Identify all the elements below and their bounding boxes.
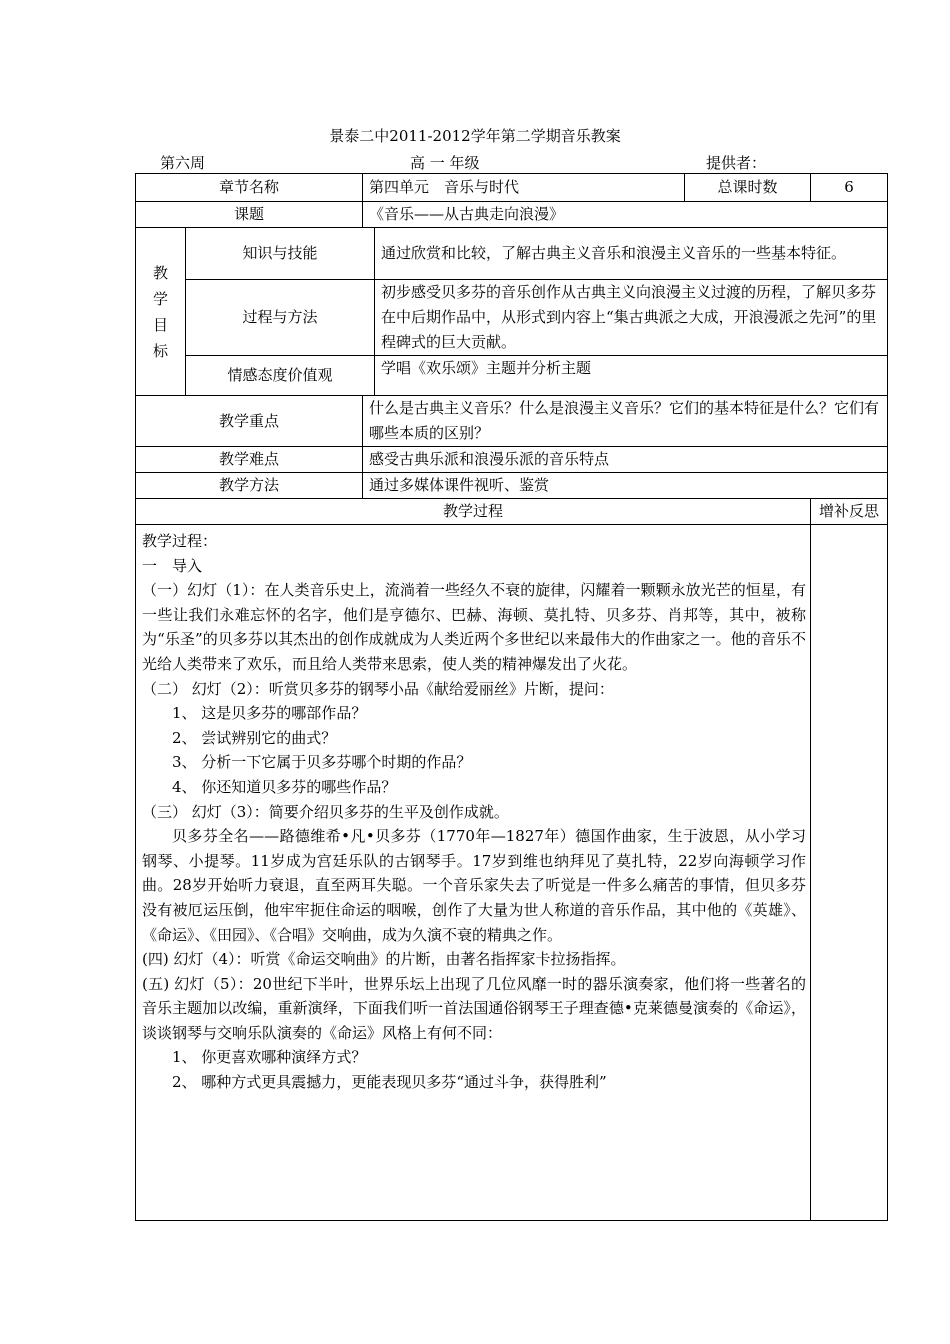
document-title: 景泰二中2011-2012学年第二学期音乐教案 bbox=[329, 127, 621, 145]
goals-char-3: 目 bbox=[152, 315, 168, 334]
slide-1-text: （一）幻灯（1）：在人类音乐史上，流淌着一些经久不衰的旋律，闪耀着一颗颗永放光芒的恒星，有一些让我们永难忘怀的名字，他们是亨德尔、巴赫、海顿、莫扎特、贝多芬、肖邦等，其中，被称为“乐圣”的贝多芬以其杰出的创作成就成为人类近两个多世纪以来最伟大的作曲家之一。他的音乐不光给人类带来了欢乐，而且给人类带来思索，使人类的精神爆发出了火花。 bbox=[142, 581, 806, 673]
process-heading: 教学过程： bbox=[142, 532, 218, 550]
emotion-label: 情感态度价值观 bbox=[186, 356, 375, 396]
goals-char-2: 学 bbox=[152, 289, 168, 308]
provider-label: 提供者： bbox=[706, 154, 767, 172]
discussion-2: 2、 哪种方式更具震撼力，更能表现贝多芬“通过斗争，获得胜利” bbox=[172, 1073, 607, 1092]
question-1: 1、 这是贝多芬的哪部作品？ bbox=[172, 704, 367, 723]
hours-value: 6 bbox=[811, 174, 888, 202]
topic-value: 《音乐——从古典走向浪漫》 bbox=[363, 202, 888, 228]
difficulty-value: 感受古典乐派和浪漫乐派的音乐特点 bbox=[363, 447, 888, 473]
process-goal-value: 初步感受贝多芬的音乐创作从古典主义向浪漫主义过渡的历程，了解贝多芬在中后期作品中，从形式到内容上“集古典派之大成，开浪漫派之先河”的里程碑式的巨大贡献。 bbox=[375, 280, 888, 356]
key-value: 什么是古典主义音乐？什么是浪漫主义音乐？它们的基本特征是什么？它们有哪些本质的区别？ bbox=[363, 396, 888, 447]
reflect-header: 增补反思 bbox=[811, 499, 888, 525]
topic-label: 课题 bbox=[136, 202, 363, 228]
emotion-value: 学唱《欢乐颂》主题并分析主题 bbox=[375, 356, 888, 396]
slide-5-text: (五) 幻灯（5）：20世纪下半叶，世界乐坛上出现了几位风靡一时的器乐演奏家，他们将一些著名的音乐主题加以改编，重新演绎，下面我们听一首法国通俗钢琴王子理查德•克莱德曼演奏的《命运》，谈谈钢琴与交响乐队演奏的《命运》风格上有何不同： bbox=[142, 974, 806, 1042]
knowledge-label: 知识与技能 bbox=[186, 228, 375, 280]
chapter-label: 章节名称 bbox=[136, 174, 363, 202]
goals-char-1: 教 bbox=[152, 263, 168, 282]
process-header: 教学过程 bbox=[136, 499, 811, 525]
goals-label bbox=[136, 228, 186, 396]
hours-label: 总课时数 bbox=[685, 174, 811, 202]
key-label: 教学重点 bbox=[136, 396, 363, 447]
section-intro: 一 导入 bbox=[142, 556, 203, 575]
process-goal-label: 过程与方法 bbox=[186, 280, 375, 356]
beethoven-bio: 贝多芬全名——路德维希•凡•贝多芬（1770年—1827年）德国作曲家，生于波恩，从小学习钢琴、小提琴。11岁成为宫廷乐队的古钢琴手。17岁到维也纳拜见了莫扎特，22岁向海顿学习作曲。28岁开始听力衰退，直至两耳失聪。一个音乐家失去了听觉是一件多么痛苦的事情，但贝多芬没有被厄运压倒，他牢牢扼住命运的咽喉，创作了大量为世人称道的音乐作品，其中他的《英雄》、《命运》、《田园》、《合唱》交响曲，成为久演不衰的精典之作。 bbox=[142, 827, 806, 944]
question-3: 3、 分析一下它属于贝多芬哪个时期的作品？ bbox=[172, 753, 472, 772]
knowledge-value: 通过欣赏和比较，了解古典主义音乐和浪漫主义音乐的一些基本特征。 bbox=[375, 228, 888, 280]
method-value: 通过多媒体课件视听、鉴赏 bbox=[363, 473, 888, 499]
difficulty-label: 教学难点 bbox=[136, 447, 363, 473]
goals-char-4: 标 bbox=[152, 341, 168, 360]
question-2: 2、 尝试辨别它的曲式？ bbox=[172, 728, 337, 747]
lesson-plan-table bbox=[135, 173, 888, 1221]
reflection-cell bbox=[811, 525, 888, 1221]
slide-4-text: (四) 幻灯（4）：听赏《命运交响曲》的片断，由著名指挥家卡拉扬指挥。 bbox=[142, 950, 626, 969]
week-label: 第六周 bbox=[160, 154, 206, 172]
question-4: 4、 你还知道贝多芬的哪些作品？ bbox=[172, 777, 397, 796]
slide-3-text: （三） 幻灯（3）：简要介绍贝多芬的生平及创作成就。 bbox=[142, 802, 509, 821]
chapter-value: 第四单元 音乐与时代 bbox=[363, 174, 685, 202]
grade-label: 高 一 年级 bbox=[410, 154, 480, 172]
slide-2-text: （二） 幻灯（2）：听赏贝多芬的钢琴小品《献给爱丽丝》片断，提问： bbox=[142, 679, 614, 698]
discussion-1: 1、 你更喜欢哪种演绎方式？ bbox=[172, 1048, 367, 1067]
method-label: 教学方法 bbox=[136, 473, 363, 499]
teaching-process-content bbox=[136, 525, 811, 1221]
